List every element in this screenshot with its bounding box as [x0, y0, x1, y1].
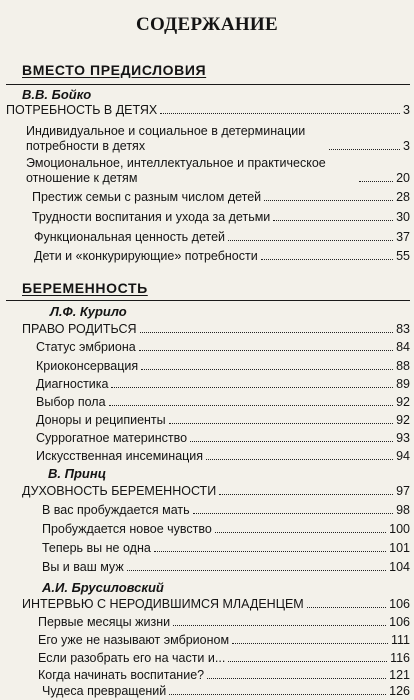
- page-number: 37: [396, 230, 410, 244]
- toc-entry-row[interactable]: [36, 413, 410, 428]
- author-boyko: В.В. Бойко: [22, 87, 92, 102]
- page-number: 20: [396, 171, 410, 185]
- toc-entry-row[interactable]: [42, 522, 410, 537]
- author-brusilovsky: А.И. Брусиловский: [42, 580, 164, 595]
- page-title: СОДЕРЖАНИЕ: [136, 14, 278, 35]
- entry-title: В вас пробуждается мать: [42, 503, 190, 517]
- leader-dots: [169, 694, 386, 695]
- entry-title: Криоконсервация: [36, 359, 139, 373]
- toc-entry-row[interactable]: [42, 503, 410, 518]
- chapter-title: ДУХОВНОСТЬ БЕРЕМЕННОСТИ: [22, 484, 217, 498]
- leader-dots: [206, 459, 393, 460]
- leader-dots: [219, 494, 393, 495]
- page-number: 3: [403, 139, 410, 153]
- entry-title: Доноры и реципиенты: [36, 413, 166, 427]
- entry-title: Статус эмбриона: [36, 340, 136, 354]
- author-kurilo: Л.Ф. Курило: [50, 304, 127, 319]
- entry-title: Выбор пола: [36, 395, 106, 409]
- author-prinz: В. Принц: [48, 466, 107, 481]
- toc-entry-row[interactable]: [34, 230, 410, 245]
- chapter-title: ИНТЕРВЬЮ С НЕРОДИВШИМСЯ МЛАДЕНЦЕМ: [22, 597, 304, 611]
- toc-entry-row[interactable]: [42, 684, 410, 699]
- toc-chapter-row[interactable]: [6, 103, 410, 118]
- toc-entry-row[interactable]: [36, 359, 410, 374]
- toc-entry-row[interactable]: [42, 560, 410, 575]
- entry-title: Искусственная инсеминация: [36, 449, 204, 463]
- toc-entry-row[interactable]: [32, 190, 410, 205]
- entry-title: Теперь вы не одна: [42, 541, 151, 555]
- toc-entry-row[interactable]: [36, 340, 410, 355]
- toc-entry-row[interactable]: [36, 395, 410, 410]
- leader-dots: [160, 113, 400, 114]
- page-number: 83: [396, 322, 410, 336]
- section-rule: [6, 84, 410, 85]
- toc-entry-row[interactable]: [38, 633, 410, 648]
- page-number: 116: [390, 651, 410, 665]
- leader-dots: [207, 678, 386, 679]
- leader-dots: [228, 240, 393, 241]
- leader-dots: [173, 625, 386, 626]
- entry-title: Престиж семьи с разным числом детей: [32, 190, 262, 204]
- leader-dots: [140, 332, 394, 333]
- page-number: 89: [396, 377, 410, 391]
- leader-dots: [141, 369, 393, 370]
- entry-title: Когда начинать воспитание?: [38, 668, 205, 682]
- page-number: 94: [396, 449, 410, 463]
- page-number: 111: [390, 633, 410, 647]
- page-number: 126: [389, 684, 410, 698]
- toc-entry-row[interactable]: [36, 449, 410, 464]
- page-number: 101: [389, 541, 410, 555]
- toc-entry-row[interactable]: [38, 615, 410, 630]
- toc-chapter-row[interactable]: [22, 597, 410, 612]
- leader-dots: [169, 423, 393, 424]
- entry-title: Первые месяцы жизни: [38, 615, 171, 629]
- leader-dots: [193, 513, 393, 514]
- entry-title: Индивидуальное и социальное в детерминации потребности в детях: [26, 124, 306, 153]
- page-number: 55: [396, 249, 410, 263]
- entry-title: Если разобрать его на части и...: [38, 651, 226, 665]
- page-number: 92: [396, 413, 410, 427]
- entry-title: Функциональная ценность детей: [34, 230, 226, 244]
- page-number: 28: [396, 190, 410, 204]
- entry-title: Его уже не называют эмбрионом: [38, 633, 230, 647]
- entry-title: Диагностика: [36, 377, 109, 391]
- toc-entry-row[interactable]: [26, 124, 410, 154]
- section-heading-pregnancy: БЕРЕМЕННОСТЬ: [22, 280, 148, 296]
- chapter-title: ПОТРЕБНОСТЬ В ДЕТЯХ: [6, 103, 158, 117]
- leader-dots: [154, 551, 386, 552]
- leader-dots: [215, 532, 386, 533]
- page-number: 88: [396, 359, 410, 373]
- page-number: 93: [396, 431, 410, 445]
- page-number: 98: [396, 503, 410, 517]
- entry-title: Эмоциональное, интеллектуальное и практическое отношение к детям: [26, 156, 326, 185]
- leader-dots: [228, 661, 387, 662]
- leader-dots: [307, 607, 386, 608]
- entry-title: Суррогатное материнство: [36, 431, 188, 445]
- leader-dots: [190, 441, 393, 442]
- entry-title: Трудности воспитания и ухода за детьми: [32, 210, 271, 224]
- page-number: 97: [396, 484, 410, 498]
- leader-dots: [264, 200, 393, 201]
- leader-dots: [273, 220, 393, 221]
- page-number: 106: [389, 597, 410, 611]
- page-number: 106: [389, 615, 410, 629]
- page-number: 92: [396, 395, 410, 409]
- entry-title: Чудеса превращений: [42, 684, 167, 698]
- section-rule: [6, 300, 410, 301]
- leader-dots: [127, 570, 386, 571]
- toc-entry-row[interactable]: [26, 156, 410, 186]
- chapter-title: ПРАВО РОДИТЬСЯ: [22, 322, 137, 336]
- toc-entry-row[interactable]: [36, 377, 410, 392]
- page-number: 30: [396, 210, 410, 224]
- page-number: 121: [389, 668, 410, 682]
- leader-dots: [232, 643, 388, 644]
- toc-entry-row[interactable]: [36, 431, 410, 446]
- page-number: 100: [389, 522, 410, 536]
- toc-chapter-row[interactable]: [22, 322, 410, 337]
- entry-title: Дети и «конкурирующие» потребности: [34, 249, 258, 263]
- entry-title: Вы и ваш муж: [42, 560, 124, 574]
- leader-dots: [359, 181, 393, 182]
- leader-dots: [139, 350, 393, 351]
- leader-dots: [111, 387, 393, 388]
- toc-entry-row[interactable]: [34, 249, 410, 264]
- page-number: 104: [389, 560, 410, 574]
- page-number: 84: [396, 340, 410, 354]
- toc-chapter-row[interactable]: [22, 484, 410, 499]
- leader-dots: [109, 405, 394, 406]
- leader-dots: [329, 149, 400, 150]
- toc-entry-row[interactable]: [38, 668, 410, 683]
- leader-dots: [261, 259, 393, 260]
- toc-entry-row[interactable]: [32, 210, 410, 225]
- entry-title: Пробуждается новое чувство: [42, 522, 212, 536]
- toc-entry-row[interactable]: [38, 651, 410, 666]
- page-number: 3: [403, 103, 410, 117]
- toc-entry-row[interactable]: [42, 541, 410, 556]
- section-heading-preface: ВМЕСТО ПРЕДИСЛОВИЯ: [22, 62, 207, 78]
